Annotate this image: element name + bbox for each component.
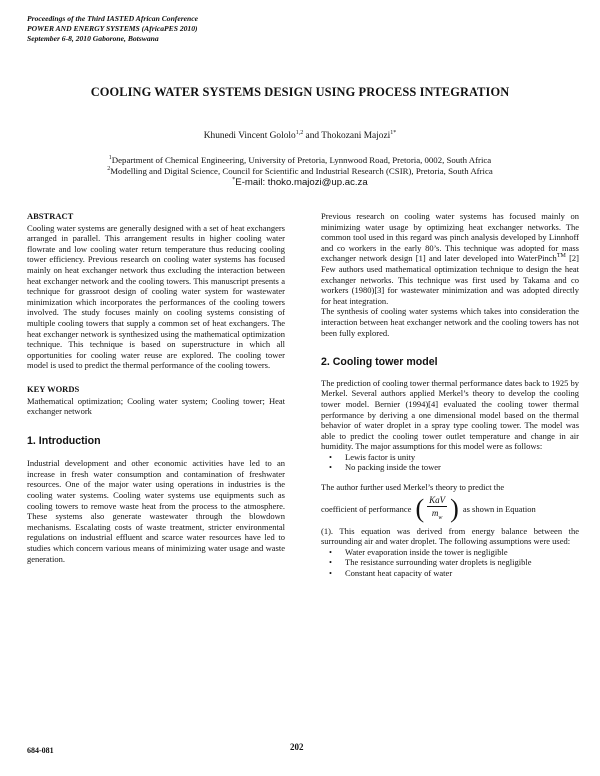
affiliation-1-text: Department of Chemical Engineering, University of Pretoria, Lynnwood Road, Pretoria, 0002, South Africa: [111, 155, 492, 165]
equation-line: [321, 495, 579, 524]
author-2-sup: 1*: [390, 129, 397, 136]
assumptions-list-1: [321, 452, 579, 473]
abstract-heading: ABSTRACT: [27, 211, 74, 221]
proceedings-header: [27, 14, 198, 44]
list-item: • Constant heat capacity of water: [345, 568, 579, 579]
affiliation-2-text: Modelling and Digital Science, Council for Scientific and Industrial Research (CSIR), Pretoria, South Africa: [110, 166, 493, 176]
page-number: 202: [290, 742, 304, 752]
synthesis-paragraph: The synthesis of cooling water systems which takes into consideration the interaction between heat exchanger network and the cooling towers has not been fully explored.: [321, 306, 579, 338]
denominator-m: m: [431, 508, 439, 519]
header-line-1: Proceedings of the Third IASTED African Conference: [27, 14, 199, 23]
list-item: • No packing inside the tower: [345, 462, 579, 473]
para1-text-b: [2] Few authors used mathematical optimization technique to design the heat exchanger networks. This technique was first used by Takama and co workers (1980)[3] for wastewater minimization and was adopted directly for heat integration.: [321, 253, 579, 306]
denominator-sub: w: [438, 515, 443, 522]
assumptions-list-2: [321, 547, 579, 579]
equation-pre-text: coefficient of performance: [321, 503, 412, 514]
list-item: • The resistance surrounding water droplets is negligible: [345, 557, 579, 568]
left-column: [27, 211, 285, 564]
author-conj: and: [303, 131, 322, 141]
right-paren: ): [450, 494, 459, 524]
affiliation-2: [0, 166, 600, 177]
paper-title: COOLING WATER SYSTEMS DESIGN USING PROCESS INTEGRATION: [90, 85, 510, 99]
equation-derivation-paragraph: (1). This equation was derived from energy balance between the surrounding air and water droplet. The following assumptions were used:: [321, 525, 579, 547]
merkel-paragraph: The author further used Merkel’s theory to predict the: [321, 482, 505, 493]
author-2: Thokozani Majozi: [321, 131, 391, 141]
cooling-tower-model-heading: 2. Cooling tower model: [321, 356, 438, 369]
author-line: [0, 131, 600, 141]
equation-post-text: as shown in Equation: [462, 503, 536, 514]
abstract-text: Cooling water systems are generally designed with a set of heat exchangers arranged in parallel. This arrangement results in higher cooling water flowrate and low cooling water return temperature thus reducing cooling tower efficiency. Previous research on cooling water systems has focused mainly on heat exchanger network thus excluding the interaction between heat exchanger network and the cooling towers. This manuscript presents a technique for grassroot design of cooling water system for wastewater minimization which incorporates the performances of the cooling towers involved. The study focuses mainly on cooling systems consisting of multiple cooling towers that supply a common set of heat exchangers. The heat exchanger network is synthesized using the mathematical optimization technique. This technique is based on superstructure in which all opportunities for cooling water reuse are explored. The cooling tower model is used to predict the thermal performance of the cooling towers.: [27, 222, 285, 371]
list-item: • Lewis factor is unity: [345, 452, 579, 463]
fraction: [424, 495, 450, 524]
affiliation-1: [0, 155, 600, 166]
header-line-2: POWER AND ENERGY SYSTEMS (AfricaPES 2010): [27, 24, 198, 33]
equation-kav-mw: [415, 495, 458, 524]
keywords-heading: KEY WORDS: [27, 383, 80, 394]
author-1: Khunedi Vincent Gololo: [203, 131, 296, 141]
email-sup: *: [232, 177, 236, 184]
paper-id: 684-081: [27, 746, 54, 755]
fraction-numerator: KaV: [427, 495, 447, 508]
header-line-3: September 6-8, 2010 Gaborone, Botswana: [27, 34, 159, 43]
introduction-heading: 1. Introduction: [27, 434, 101, 447]
left-paren: (: [415, 494, 425, 524]
list-item: • Water evaporation inside the tower is negligible: [345, 547, 579, 558]
para1-text-a: Previous research on cooling water systems has focused mainly on minimizing water usage by optimizing heat exchanger networks. The common tool used in this regard was pinch analysis developed by Linnhoff and co workers in the early 80’s. This technique was adopted for mass exchanger network design [1] and later developed into WaterPinch: [321, 211, 579, 264]
trademark-sup: TM: [556, 253, 566, 260]
author-1-sup: 1,2: [295, 129, 304, 136]
email-address[interactable]: E-mail: thoko.majozi@up.ac.za: [235, 177, 368, 188]
cooling-tower-paragraph: The prediction of cooling tower thermal performance dates back to 1925 by Merkel. Several authors applied Merkel’s theory to develop the cooling tower model. Bernier (1994)[4] evaluated the cooling tower thermal performance by deriving a one dimensional model based on the thermal behavior of water droplet in a spray type cooling tower. The model was able to predict the cooling tower outlet temperature and change in air humidity. The major assumptions for this model were as follows:: [321, 377, 579, 452]
fraction-denominator: [432, 507, 443, 523]
previous-research-paragraph: [321, 211, 579, 306]
affiliation-2-sup: 2: [107, 166, 111, 173]
affiliations: [0, 155, 600, 188]
introduction-text: Industrial development and other economic activities have led to an increase in fresh water consumption and contamination of freshwater resources. One of the major water using operations in industries is the cooling water systems. Cooling water systems use equipments such as cooling towers to remove waste heat from the process to the atmosphere. These systems also generate wastewater through the blowdown mechanisms. Escalating costs of waste treatment, stricter environmental regulations on industrial effluent and scarce water resources have led to studies which concern various means of minimizing water usage and waste generation.: [27, 458, 285, 564]
keywords-text: Mathematical optimization; Cooling water system; Cooling tower; Heat exchanger network: [27, 395, 285, 417]
email-line: [0, 177, 600, 188]
right-column: [321, 211, 579, 579]
affiliation-1-sup: 1: [108, 155, 112, 162]
